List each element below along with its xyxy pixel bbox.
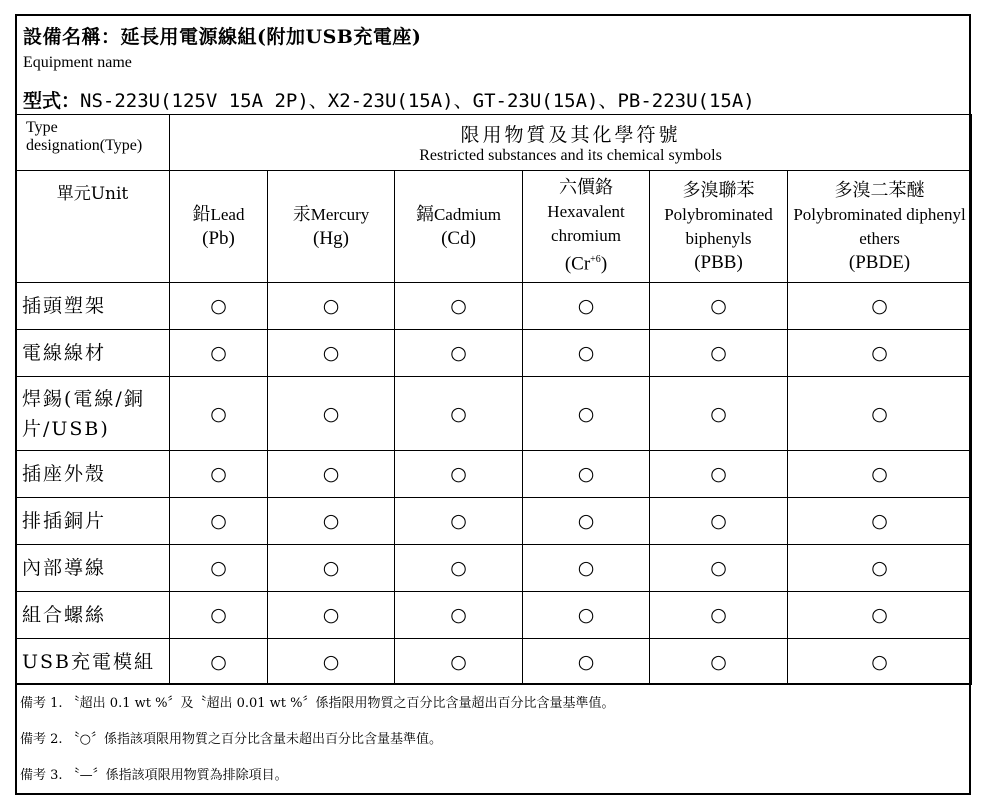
compliance-mark: ○ (395, 377, 523, 451)
compliance-mark: ○ (523, 283, 650, 330)
compliance-mark: ○ (170, 377, 268, 451)
component-label: 組合螺絲 (16, 592, 170, 639)
compliance-mark: ○ (170, 545, 268, 592)
table-row (16, 377, 972, 451)
substance-symbol (523, 248, 649, 276)
table-row (16, 545, 972, 592)
substance-zh: 鉛 (192, 203, 211, 225)
substance-symbol: (Pb) (202, 227, 235, 249)
symbol-end: ) (600, 253, 608, 275)
note-3: 備考 3. 〝—〞係指該項限用物質為排除項目。 (16, 756, 971, 792)
compliance-mark: ○ (395, 639, 523, 685)
compliance-mark: ○ (395, 283, 523, 330)
notes-block (15, 683, 971, 792)
compliance-mark: ○ (170, 283, 268, 330)
substance-en: Polybrominated diphenyl ethers (793, 204, 966, 248)
compliance-mark: ○ (788, 498, 972, 545)
component-label: 電線線材 (16, 330, 170, 377)
component-label: 排插銅片 (16, 498, 170, 545)
compliance-mark: ○ (268, 377, 395, 451)
compliance-mark: ○ (170, 451, 268, 498)
substance-zh: 多溴二苯醚 (834, 179, 925, 201)
compliance-mark: ○ (170, 639, 268, 685)
component-label: 焊錫(電線/銅片/USB) (16, 377, 170, 451)
compliance-mark: ○ (268, 283, 395, 330)
component-label: 插座外殼 (16, 451, 170, 498)
substance-symbol: (Hg) (313, 227, 349, 249)
substance-chromium (523, 171, 650, 283)
type-heading (23, 86, 755, 113)
compliance-mark: ○ (395, 330, 523, 377)
substance-en: Lead (210, 204, 245, 224)
compliance-mark: ○ (650, 498, 788, 545)
compliance-mark: ○ (788, 545, 972, 592)
component-label: 插頭塑架 (16, 283, 170, 330)
substance-zh: 多溴聯苯 (682, 179, 755, 201)
table-row (16, 498, 972, 545)
compliance-mark: ○ (788, 330, 972, 377)
compliance-mark: ○ (523, 545, 650, 592)
compliance-mark: ○ (788, 451, 972, 498)
substance-en: Polybrominated biphenyls (664, 204, 773, 248)
substance-header-row (16, 171, 972, 283)
unit-label: 單元Unit (16, 171, 170, 283)
compliance-mark: ○ (650, 377, 788, 451)
compliance-mark: ○ (650, 592, 788, 639)
equipment-name-label: 設備名稱： (23, 26, 121, 48)
compliance-mark: ○ (268, 592, 395, 639)
note-2: 備考 2. 〝○〞係指該項限用物質之百分比含量未超出百分比含量基準值。 (16, 720, 971, 756)
type-designation-cell (16, 115, 170, 171)
compliance-mark: ○ (170, 330, 268, 377)
compliance-mark: ○ (268, 498, 395, 545)
equipment-name-en: Equipment name (23, 54, 132, 71)
note-1: 備考 1. 〝超出 0.1 wt %〞及〝超出 0.01 wt %〞係指限用物質之百分比含量超出百分比含量基準值。 (16, 684, 971, 720)
compliance-mark: ○ (268, 451, 395, 498)
compliance-mark: ○ (788, 592, 972, 639)
substance-en: Hexavalent chromium (547, 202, 625, 246)
substance-mercury (268, 171, 395, 283)
compliance-mark: ○ (650, 545, 788, 592)
compliance-mark: ○ (523, 330, 650, 377)
restricted-title-zh: 限用物質及其化學符號 (460, 124, 681, 146)
compliance-mark: ○ (650, 451, 788, 498)
compliance-mark: ○ (523, 498, 650, 545)
table-row (16, 639, 972, 685)
table-row (16, 283, 972, 330)
table-row (16, 592, 972, 639)
equipment-name-value: 延長用電源線組(附加USB充電座) (120, 26, 422, 48)
compliance-mark: ○ (170, 498, 268, 545)
table-row (16, 330, 972, 377)
compliance-mark: ○ (523, 377, 650, 451)
compliance-mark: ○ (523, 639, 650, 685)
type-label: 型式： (23, 90, 81, 112)
substance-zh: 汞 (292, 203, 311, 225)
restricted-substances-table (15, 114, 972, 685)
rohs-declaration-sheet (15, 14, 971, 795)
substance-zh: 鎘 (415, 203, 434, 225)
compliance-mark: ○ (523, 451, 650, 498)
substance-symbol: (PBDE) (848, 251, 911, 273)
compliance-mark: ○ (650, 330, 788, 377)
restricted-title-en: Restricted substances and its chemical symbols (419, 147, 722, 164)
compliance-mark: ○ (268, 545, 395, 592)
equipment-name-heading (23, 22, 421, 49)
model-list: NS-223U(125V 15A 2P)、X2-23U(15A)、GT-23U(15A)、PB-223U(15A) (80, 90, 755, 112)
restricted-header (170, 115, 972, 171)
compliance-mark: ○ (268, 639, 395, 685)
component-label: USB充電模組 (16, 639, 170, 685)
compliance-mark: ○ (170, 592, 268, 639)
compliance-mark: ○ (788, 377, 972, 451)
compliance-mark: ○ (788, 639, 972, 685)
compliance-mark: ○ (523, 592, 650, 639)
compliance-mark: ○ (395, 498, 523, 545)
substance-en: Mercury (310, 204, 370, 224)
symbol-base: (Cr (564, 253, 591, 275)
substance-en: Cadmium (433, 204, 502, 224)
substance-pbb (650, 171, 788, 283)
symbol-superscript: +6 (590, 254, 601, 266)
compliance-mark: ○ (268, 330, 395, 377)
substance-symbol: (Cd) (441, 227, 476, 249)
substance-cadmium (395, 171, 523, 283)
type-designation-label: Type designation(Type) (26, 119, 143, 154)
compliance-mark: ○ (650, 639, 788, 685)
substance-symbol: (PBB) (694, 251, 743, 273)
substance-pbde (788, 171, 972, 283)
table-row (16, 451, 972, 498)
compliance-mark: ○ (395, 451, 523, 498)
compliance-mark: ○ (650, 283, 788, 330)
substance-lead (170, 171, 268, 283)
substance-zh: 六價鉻 (559, 177, 613, 199)
compliance-mark: ○ (395, 592, 523, 639)
component-label: 內部導線 (16, 545, 170, 592)
compliance-mark: ○ (395, 545, 523, 592)
compliance-mark: ○ (788, 283, 972, 330)
